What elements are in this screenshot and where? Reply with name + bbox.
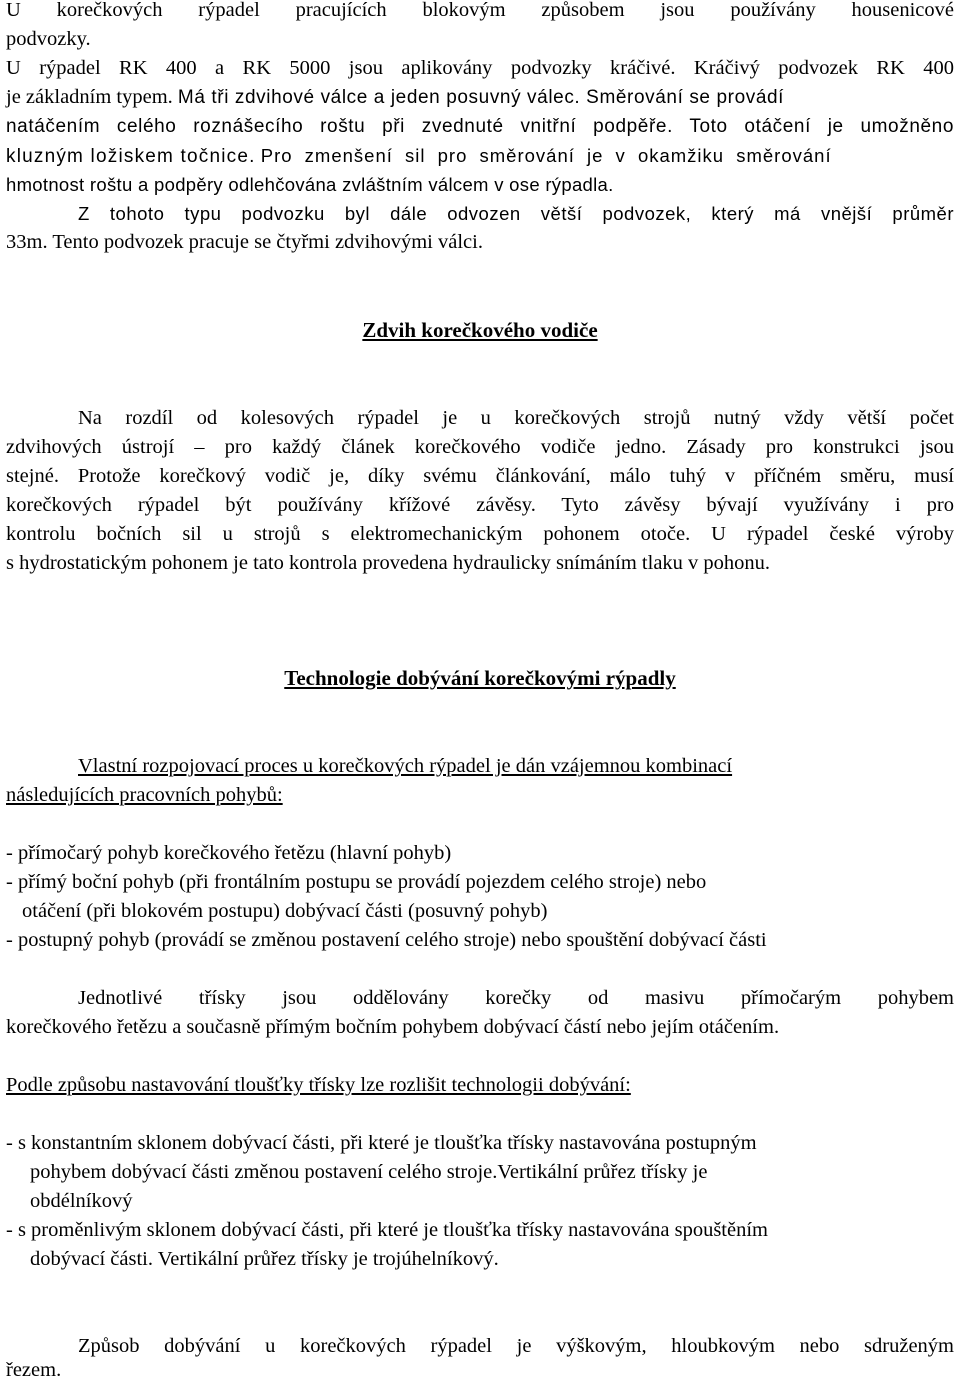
p1-line-3: U rýpadel RK 400 a RK 5000 jsou aplikovány podvozky kráčivé. Kráčivý podvozek RK 400 xyxy=(6,57,954,79)
p1-line-5: natáčením celého roznášecího roštu při zvednuté vnitřní podpěře. Toto otáčení je umožněno xyxy=(6,116,954,137)
list1-item-1: - přímočarý pohyb korečkového řetězu (hlavní pohyb) xyxy=(6,842,452,864)
section-heading-technologie: Technologie dobývání korečkovými rýpadly xyxy=(284,666,676,690)
p3-line-1: Vlastní rozpojovací proces u korečkových rýpadel je dán vzájemnou kombinací xyxy=(78,755,733,777)
list2-item-2-cont: dobývací části. Vertikální průřez třísky je trojúhelníkový. xyxy=(30,1248,499,1270)
p2-line-4: korečkových rýpadel být používány křížové závěsy. Tyto závěsy bývají využívány i pro xyxy=(6,494,954,516)
list2-item-2: - s proměnlivým sklonem dobývací části, při které je tloušťka třísky nastavována spouštěním xyxy=(6,1219,768,1241)
p1-line-9: 33m. Tento podvozek pracuje se čtyřmi zdvihovými válci. xyxy=(6,231,483,253)
p2-line-3: stejné. Protože korečkový vodič je, díky svému článkování, málo tuhý v příčném směru, musí xyxy=(6,465,954,487)
p1-line-1: U korečkových rýpadel pracujících blokovým způsobem jsou používány housenicové xyxy=(6,0,954,21)
section-heading-zdvih: Zdvih korečkového vodiče xyxy=(362,318,598,342)
p1-line-2: podvozky. xyxy=(6,28,91,50)
p5-line: Podle způsobu nastavování tloušťky třísky lze rozlišit technologii dobývání: xyxy=(6,1074,631,1096)
p1-line-4 xyxy=(6,83,954,112)
p1-line-4a: je základním typem. xyxy=(6,86,173,108)
p6-line-2: řezem. xyxy=(6,1359,62,1381)
p4-line-1: Jednotlivé třísky jsou oddělovány korečky od masivu přímočarým pohybem xyxy=(78,987,954,1009)
p2-line-2: zdvihových ústrojí – pro každý článek korečkového vodiče jedno. Zásady pro konstrukci jsou xyxy=(6,436,954,458)
p1-line-8: Z tohoto typu podvozku byl dále odvozen větší podvozek, který má vnější průměr xyxy=(78,203,954,224)
p6-line-1: Způsob dobývání u korečkových rýpadel je výškovým, hloubkovým nebo sdruženým xyxy=(78,1335,954,1357)
p3-line-2: následujících pracovních pohybů: xyxy=(6,784,283,806)
list1-item-2-cont: otáčení (při blokovém postupu) dobývací části (posuvný pohyb) xyxy=(22,900,548,922)
p4-line-2: korečkového řetězu a současně přímým bočním pohybem dobývací částí nebo jejím otáčením. xyxy=(6,1016,780,1038)
p1-line-6a: kluzným ložiskem točnice. xyxy=(6,146,256,167)
p1-line-6b: Pro zmenšení sil pro směrování je v okamžiku směrování xyxy=(260,145,832,166)
list2-item-1: - s konstantním sklonem dobývací části, při které je tloušťka třísky nastavována postupným xyxy=(6,1132,757,1154)
list2-item-1-cont-1: pohybem dobývací části změnou postavení celého stroje.Vertikální průřez třísky je xyxy=(30,1161,708,1183)
p2-line-1: Na rozdíl od kolesových rýpadel je u korečkových strojů nutný vždy větší počet xyxy=(78,407,954,429)
p2-line-6: s hydrostatickým pohonem je tato kontrola provedena hydraulicky snímáním tlaku v pohonu. xyxy=(6,552,771,574)
list2-item-1-cont-2: obdélníkový xyxy=(30,1190,133,1212)
p1-line-7: hmotnost roštu a podpěry odlehčována zvláštním válcem v ose rýpadla. xyxy=(6,174,614,195)
p1-line-4b: Má tři zdvihové válce a jeden posuvný válec. Směrování se provádí xyxy=(177,87,785,108)
list1-item-3: - postupný pohyb (provádí se změnou postavení celého stroje) nebo spouštění dobývací části xyxy=(6,929,767,951)
list1-item-2: - přímý boční pohyb (při frontálním postupu se provádí pojezdem celého stroje) nebo xyxy=(6,871,707,893)
p2-line-5: kontrolu bočních sil u strojů s elektromechanickým pohonem otoče. U rýpadel české výroby xyxy=(6,523,954,545)
p1-line-6 xyxy=(6,141,954,170)
